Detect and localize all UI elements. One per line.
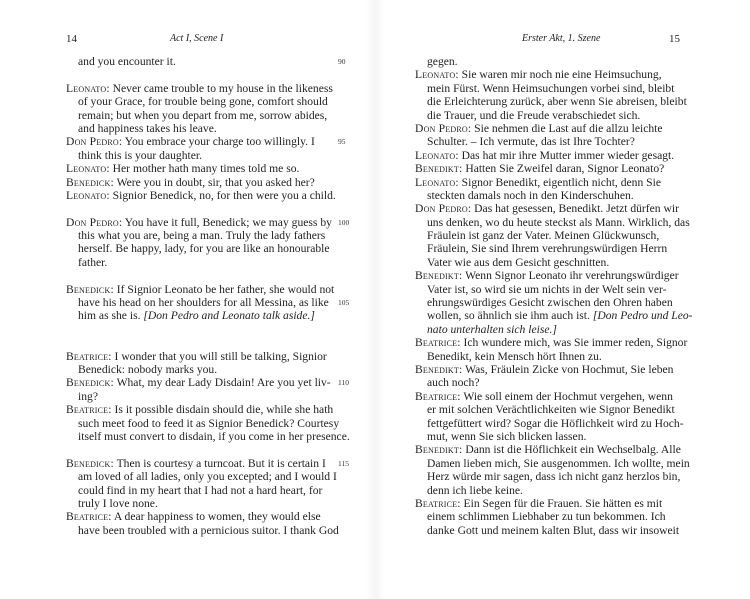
continuation-line [66, 390, 328, 403]
line-text: Her mother hath many times told me so. [109, 162, 300, 176]
line-text: Herz würde mir sagen, dass ich nicht ganz herzlos bin, [427, 470, 681, 484]
continuation-line [415, 135, 680, 148]
line-text: Dann ist die Höflichkeit ein Wechselbalg. Alle [462, 443, 681, 457]
speech-line [66, 350, 328, 363]
line-text: Ein Segen für die Frauen. Sie hätten es mit [460, 496, 663, 510]
continuation-line [415, 456, 690, 470]
line-number: 115 [338, 459, 349, 468]
speaker-name: Don Pedro: [415, 202, 472, 216]
line-text: I wonder that you will still be talking, Signior [111, 349, 327, 363]
line-text: fettgefüttert wird? Sogar die Höflichkeit wird zu Hoch- [427, 416, 684, 430]
speaker-name: Benedikt: [415, 362, 463, 376]
continuation-line [66, 470, 337, 484]
line-text: Wenn Signor Leonato ihr verehrungswürdiger [462, 269, 679, 283]
line-text: A dear happiness to women, they would else [111, 510, 321, 524]
right-page [375, 0, 750, 599]
line-text: Sie waren mir noch nie eine Heimsuchung, [458, 68, 662, 82]
continuation-line [415, 283, 680, 296]
line-text: Benedick: nobody marks you. [78, 362, 218, 376]
line-text: Were you in doubt, sir, that you asked her? [113, 175, 315, 189]
line-text: If Signior Leonato be her father, she would not [113, 282, 335, 296]
blank-line [66, 323, 328, 336]
continuation-line [66, 55, 328, 68]
line-text: Never came trouble to my house in the likeness [109, 81, 333, 95]
line-text: steckten damals noch in den Kinderschuhen. [427, 188, 634, 202]
gutter-shadow [365, 0, 375, 599]
line-text: Vater ist, so wird sie um nichts in der Welt sein ver- [427, 282, 667, 296]
page-number: 15 [669, 33, 680, 45]
speaker-name: Beatrice: [415, 336, 461, 350]
line-text: Wie soll einem der Hochmut vergehen, wenn [460, 389, 673, 403]
speech-line [415, 443, 680, 456]
speaker-name: Benedikt: [415, 162, 463, 176]
speaker-name: Don Pedro: [66, 215, 123, 229]
speech-line [415, 390, 680, 403]
continuation-line [415, 189, 680, 202]
speaker-name: Don Pedro: [66, 135, 123, 149]
continuation-line [415, 430, 680, 443]
continuation-line [66, 416, 340, 430]
line-text: Fräulein, Sie sind Ihrem verehrungswürdigen Herrn [427, 242, 668, 256]
speech-line [66, 282, 335, 296]
line-text: Das hat mir ihre Mutter immer wieder gesagt. [458, 148, 675, 162]
continuation-line [415, 256, 680, 269]
line-text: of your Grace, for trouble being gone, comfort should [78, 95, 328, 109]
line-text: You have it full, Benedick; we may guess by [122, 215, 332, 229]
continuation-line [415, 55, 680, 68]
line-text: remain; but when you depart from me, sorrow abides, [78, 108, 328, 122]
line-text: Fräulein ist ganz der Vater. Meinen Glückwunsch, [427, 229, 660, 243]
line-text: this what you are, being a man. Truly the lady fathers [78, 229, 326, 243]
speaker-name: Leonato: [66, 188, 110, 202]
continuation-line [415, 82, 680, 95]
line-text: and happiness takes his leave. [78, 121, 217, 135]
speaker-name: Don Pedro: [415, 121, 472, 135]
continuation-line [415, 296, 680, 309]
line-text: Benedikt, kein Mensch hört Ihnen zu. [427, 349, 602, 363]
line-text: Schulter. – Ich vermute, das ist Ihre Tochter? [427, 135, 635, 149]
continuation-line [66, 242, 328, 255]
line-text: am loved of all ladies, only you excepted; and I would I [78, 470, 337, 484]
continuation-line [66, 497, 328, 510]
speaker-name: Beatrice: [415, 496, 461, 510]
speaker-name: Leonato: [415, 148, 459, 162]
line-text: Sie nehmen die Last auf die allzu leichte [471, 121, 663, 135]
continuation-line [415, 484, 680, 497]
line-text: have his head on her shoulders for all Messina, as like [78, 296, 329, 310]
continuation-line [415, 95, 687, 109]
speech-line [66, 510, 328, 523]
gutter-shadow [375, 0, 385, 599]
line-text: er mit solchen Verächtlichkeiten wie Signor Benedikt [427, 403, 675, 417]
speech-line [66, 81, 333, 95]
speech-line [415, 202, 680, 215]
german-text-block [415, 55, 693, 537]
line-text: wollen, so ähnlich sie ihm auch ist. [427, 309, 593, 323]
continuation-line [66, 296, 328, 309]
speech-line [415, 122, 680, 135]
line-text: father. [78, 255, 108, 269]
continuation-line [415, 524, 680, 537]
running-head: Act I, Scene I [170, 33, 224, 44]
continuation-line [415, 215, 690, 229]
continuation-line [415, 109, 680, 122]
continuation-line [415, 350, 680, 363]
line-text: mut, wenn Sie sich blicken lassen. [427, 429, 587, 443]
speech-line [415, 363, 680, 376]
speaker-name: Beatrice: [415, 389, 461, 403]
line-number: 90 [338, 57, 346, 66]
continuation-line [66, 122, 328, 135]
speaker-name: Beatrice: [66, 510, 112, 524]
speaker-name: Beatrice: [66, 349, 112, 363]
speech-line [415, 149, 680, 162]
line-text: Was, Fräulein Zicke von Hochmut, Sie leben [462, 362, 674, 376]
line-text: danke Gott und meinem kalten Blut, dass wir insoweit [427, 523, 680, 537]
speaker-name: Benedick: [66, 456, 114, 470]
speech-line [66, 188, 336, 202]
line-number: 95 [338, 137, 346, 146]
speech-line [66, 403, 334, 417]
stage-direction: nato unterhalten sich leise.] [427, 322, 557, 336]
line-text: ehrungswürdiges Gesicht zwischen den Ohren haben [427, 296, 673, 310]
continuation-line [66, 256, 328, 269]
line-text: Ich wundere mich, was Sie immer reden, Signor [460, 336, 688, 350]
line-text: herself. Be happy, lady, for you are like an honourable [78, 242, 330, 256]
blank-line [66, 68, 328, 81]
continuation-line [415, 470, 680, 483]
speaker-name: Benedick: [66, 175, 114, 189]
continuation-line [66, 95, 328, 108]
blank-line [66, 269, 328, 282]
line-text: die Erleichterung zurück, aber wenn Sie abreisen, bleibt [427, 95, 687, 109]
line-text: Signior Benedick, no, for then were you a child. [109, 188, 336, 202]
line-text: think this is your daughter. [78, 148, 202, 162]
line-text: Vater wie aus dem Gesicht geschnitten. [427, 255, 610, 269]
speaker-name: Beatrice: [66, 403, 112, 417]
line-number: 100 [338, 218, 350, 227]
continuation-line [66, 363, 328, 376]
line-text: denn ich liebe keine. [427, 483, 523, 497]
line-text: Damen lieben mich, Sie ausgenommen. Ich wollte, mein [427, 456, 690, 470]
speech-line [66, 135, 328, 148]
speech-line [415, 269, 680, 282]
speech-line [415, 162, 680, 175]
speaker-name: Benedick: [66, 282, 114, 296]
continuation-line [66, 109, 328, 122]
speaker-name: Leonato: [66, 81, 110, 95]
continuation-line [415, 376, 680, 389]
speaker-name: Benedikt: [415, 443, 463, 457]
continuation-line [415, 229, 680, 242]
line-text: What, my dear Lady Disdain! Are you yet liv- [113, 376, 331, 390]
continuation-line [66, 309, 328, 322]
speech-line [415, 336, 688, 350]
speaker-name: Leonato: [415, 68, 459, 82]
continuation-line [415, 416, 684, 430]
stage-direction: [Don Pedro und Leo- [592, 309, 693, 323]
speaker-name: Leonato: [66, 162, 110, 176]
continuation-line [66, 523, 339, 537]
line-text: mein Fürst. Wenn Heimsuchungen vorbei sind, bleibt [427, 81, 675, 95]
speech-line [66, 162, 328, 175]
line-text: Then is courtesy a turncoat. But it is certain I [113, 456, 326, 470]
line-text: him as she is. [78, 309, 144, 323]
line-text: itself must convert to disdain, if you come in her presence. [78, 429, 350, 443]
continuation-line [66, 484, 328, 497]
line-text: uns denken, wo du heute steckst als Mann. Wirklich, das [427, 215, 690, 229]
speech-line [66, 176, 328, 189]
speaker-name: Leonato: [415, 175, 459, 189]
speech-line [415, 176, 680, 189]
line-text: Is it possible disdain should die, while she hath [111, 403, 334, 417]
speech-line [66, 457, 328, 470]
line-text: Das hat gesessen, Benedikt. Jetzt dürfen wir [471, 202, 679, 216]
continuation-line [66, 149, 328, 162]
line-text: ing? [78, 389, 98, 403]
blank-line [66, 336, 328, 349]
line-text: truly I love none. [78, 496, 158, 510]
continuation-line [415, 323, 680, 336]
line-text: such meet food to feed it as Signior Benedick? Courtesy [78, 416, 340, 430]
speech-line [415, 497, 680, 510]
stage-direction: [Don Pedro and Leonato talk aside.] [143, 309, 315, 323]
line-text: einem schlimmen Liebhaber zu tun bekommen. Ich [427, 510, 666, 524]
speaker-name: Benedick: [66, 376, 114, 390]
continuation-line [415, 403, 680, 416]
line-text: die Trauer, und die Freude verabschiedet sich. [427, 108, 641, 122]
blank-line [66, 202, 328, 215]
line-text: auch noch? [427, 376, 480, 390]
speech-line [415, 68, 680, 81]
page-number: 14 [66, 33, 77, 45]
continuation-line [66, 229, 328, 242]
line-number: 110 [338, 378, 349, 387]
blank-line [66, 443, 328, 456]
speech-line [66, 215, 332, 229]
line-text: could find in my heart that I had not a hard heart, for [78, 483, 323, 497]
continuation-line [415, 510, 680, 523]
continuation-line [415, 242, 680, 255]
line-text: and you encounter it. [78, 55, 176, 68]
speech-line [66, 376, 331, 390]
line-text: You embrace your charge too willingly. I [122, 135, 315, 149]
continuation-line [415, 309, 693, 323]
line-text: have been troubled with a pernicious suitor. I thank God [78, 523, 339, 537]
line-number: 105 [338, 298, 350, 307]
speaker-name: Benedikt: [415, 269, 463, 283]
line-text: gegen. [427, 55, 458, 68]
line-text: Hatten Sie Zweifel daran, Signor Leonato? [462, 162, 665, 176]
running-head: Erster Akt, 1. Szene [522, 33, 601, 44]
continuation-line [66, 429, 350, 443]
line-text: Signor Benedikt, eigentlich nicht, denn Sie [458, 175, 661, 189]
